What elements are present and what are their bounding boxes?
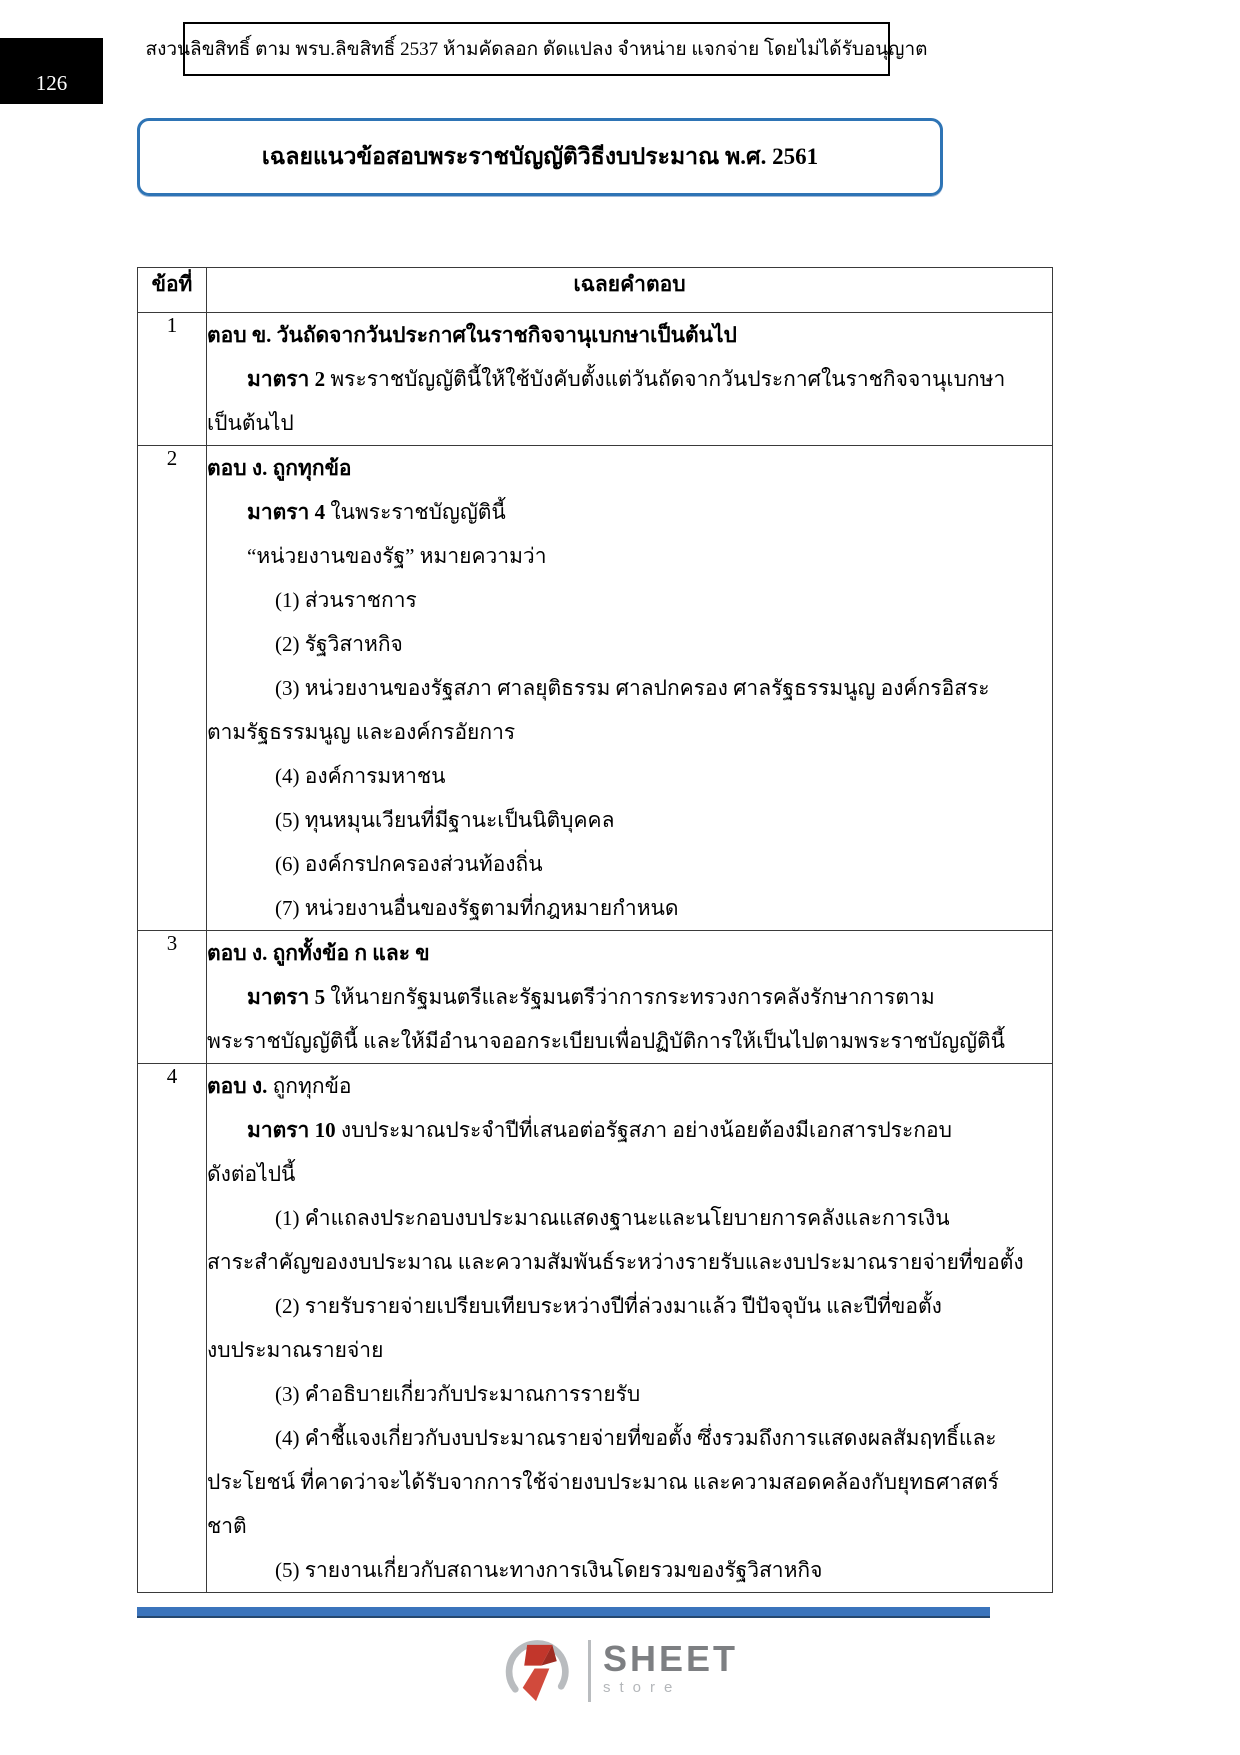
answer-line bbox=[207, 1416, 1052, 1460]
answer-line bbox=[207, 1240, 1052, 1284]
table-row bbox=[138, 313, 1053, 446]
question-number: 2 bbox=[138, 446, 207, 931]
line-text-segment: สาระสำคัญของงบประมาณ และความสัมพันธ์ระหว่างรายรับและงบประมาณรายจ่ายที่ขอตั้ง bbox=[207, 1250, 1024, 1274]
answer-line bbox=[207, 886, 1052, 930]
copyright-notice bbox=[145, 22, 928, 76]
answer-line bbox=[207, 313, 1052, 357]
sheet-store-logo-icon bbox=[502, 1636, 576, 1710]
line-text-segment: (5) ทุนหมุนเวียนที่มีฐานะเป็นนิติบุคคล bbox=[275, 808, 615, 832]
answer-cell bbox=[207, 1064, 1053, 1593]
line-bold-segment: มาตรา 10 bbox=[247, 1118, 336, 1142]
line-text-segment: ประโยชน์ ที่คาดว่าจะได้รับจากการใช้จ่ายงบประมาณ และความสอดคล้องกับยุทธศาสตร์ bbox=[207, 1470, 999, 1494]
answer-line bbox=[207, 1064, 1052, 1108]
answer-line bbox=[207, 1460, 1052, 1504]
line-text-segment: (5) รายงานเกี่ยวกับสถานะทางการเงินโดยรวมของรัฐวิสาหกิจ bbox=[275, 1558, 823, 1582]
answer-line bbox=[207, 1284, 1052, 1328]
answer-line bbox=[207, 1372, 1052, 1416]
line-text-segment: พระราชบัญญัตินี้ให้ใช้บังคับตั้งแต่วันถัดจากวันประกาศในราชกิจจานุเบกษา bbox=[325, 367, 1006, 391]
answer-line bbox=[207, 622, 1052, 666]
answer-line bbox=[207, 446, 1052, 490]
line-text-segment: (2) รายรับรายจ่ายเปรียบเทียบระหว่างปีที่ล่วงมาแล้ว ปีปัจจุบัน และปีที่ขอตั้ง bbox=[275, 1294, 942, 1318]
line-text-segment: พระราชบัญญัตินี้ และให้มีอำนาจออกระเบียบเพื่อปฏิบัติการให้เป็นไปตามพระราชบัญญัตินี้ bbox=[207, 1029, 1005, 1053]
answer-line bbox=[207, 401, 1052, 445]
answer-line bbox=[207, 842, 1052, 886]
answer-line bbox=[207, 357, 1052, 401]
line-text-segment: ถูกทุกข้อ bbox=[267, 1074, 352, 1098]
line-text-segment: (3) หน่วยงานของรัฐสภา ศาลยุติธรรม ศาลปกครอง ศาลรัฐธรรมนูญ องค์กรอิสระ bbox=[275, 676, 990, 700]
line-text-segment: ตามรัฐธรรมนูญ และองค์กรอัยการ bbox=[207, 720, 516, 744]
page-number: 126 bbox=[35, 71, 68, 95]
question-number: 3 bbox=[138, 931, 207, 1064]
answer-line bbox=[207, 1548, 1052, 1592]
answer-line bbox=[207, 1152, 1052, 1196]
page-number-badge bbox=[0, 38, 103, 104]
logo-text-block bbox=[603, 1640, 738, 1698]
answer-line bbox=[207, 534, 1052, 578]
answer-line bbox=[207, 798, 1052, 842]
line-bold-segment: ตอบ ง. bbox=[207, 1074, 268, 1098]
table-row bbox=[138, 1064, 1053, 1593]
page-title: เฉลยแนวข้อสอบพระราชบัญญัติวิธีงบประมาณ พ.ศ. 2561 bbox=[261, 144, 819, 169]
copyright-text: สงวนลิขสิทธิ์ ตาม พรบ.ลิขสิทธิ์ 2537 ห้ามคัดลอก ดัดแปลง จำหน่าย แจกจ่าย โดยไม่ได้รับอนุญาต bbox=[145, 39, 928, 60]
answer-cell bbox=[207, 446, 1053, 931]
answer-line bbox=[207, 1108, 1052, 1152]
column-header-question-no: ข้อที่ bbox=[138, 268, 207, 313]
line-text-segment: งบประมาณประจำปีที่เสนอต่อรัฐสภา อย่างน้อยต้องมีเอกสารประกอบ bbox=[335, 1118, 952, 1142]
line-bold-segment: มาตรา 5 bbox=[247, 985, 326, 1009]
line-text-segment: งบประมาณรายจ่าย bbox=[207, 1338, 384, 1362]
logo-divider bbox=[588, 1640, 591, 1702]
column-header-answer: เฉลยคำตอบ bbox=[207, 268, 1053, 313]
line-text-segment: (4) คำชี้แจงเกี่ยวกับงบประมาณรายจ่ายที่ขอตั้ง ซึ่งรวมถึงการแสดงผลสัมฤทธิ์และ bbox=[275, 1426, 997, 1450]
answer-line bbox=[207, 1019, 1052, 1063]
answer-line bbox=[207, 490, 1052, 534]
answer-line bbox=[207, 578, 1052, 622]
answer-line bbox=[207, 931, 1052, 975]
question-number: 4 bbox=[138, 1064, 207, 1593]
line-text-segment: ในพระราชบัญญัตินี้ bbox=[325, 500, 506, 524]
sheet-store-logo bbox=[0, 1636, 1240, 1710]
logo-brand-text: SHEET bbox=[602, 1638, 739, 1679]
table-row bbox=[138, 446, 1053, 931]
line-bold-segment: มาตรา 2 bbox=[247, 367, 326, 391]
answer-line bbox=[207, 1504, 1052, 1548]
question-number: 1 bbox=[138, 313, 207, 446]
line-text-segment: เป็นต้นไป bbox=[207, 411, 294, 435]
answer-line bbox=[207, 1196, 1052, 1240]
answer-cell bbox=[207, 931, 1053, 1064]
line-text-segment: ชาติ bbox=[207, 1514, 247, 1538]
line-text-segment: ให้นายกรัฐมนตรีและรัฐมนตรีว่าการกระทรวงการคลังรักษาการตาม bbox=[325, 985, 935, 1009]
line-text-segment: (2) รัฐวิสาหกิจ bbox=[275, 632, 403, 656]
line-text-segment: (1) คำแถลงประกอบงบประมาณแสดงฐานะและนโยบายการคลังและการเงิน bbox=[275, 1206, 950, 1230]
line-text-segment: “หน่วยงานของรัฐ” หมายความว่า bbox=[247, 544, 547, 568]
answer-table bbox=[137, 267, 1053, 1593]
line-bold-segment: ตอบ ง. ถูกทุกข้อ bbox=[207, 456, 352, 480]
footer-divider-bar bbox=[137, 1607, 990, 1618]
answer-cell bbox=[207, 313, 1053, 446]
line-text-segment: (3) คำอธิบายเกี่ยวกับประมาณการรายรับ bbox=[275, 1382, 641, 1406]
table-header-row bbox=[138, 268, 1053, 313]
answer-line bbox=[207, 710, 1052, 754]
page-title-box bbox=[137, 118, 943, 196]
line-text-segment: (1) ส่วนราชการ bbox=[275, 588, 417, 612]
logo-sub-text: store bbox=[602, 1679, 682, 1696]
line-text-segment: (6) องค์กรปกครองส่วนท้องถิ่น bbox=[275, 852, 543, 876]
answer-line bbox=[207, 666, 1052, 710]
table-row bbox=[138, 931, 1053, 1064]
answer-line bbox=[207, 1328, 1052, 1372]
line-text-segment: (4) องค์การมหาชน bbox=[275, 764, 446, 788]
line-text-segment: ดังต่อไปนี้ bbox=[207, 1162, 296, 1186]
line-text-segment: (7) หน่วยงานอื่นของรัฐตามที่กฎหมายกำหนด bbox=[275, 896, 679, 920]
answer-line bbox=[207, 975, 1052, 1019]
answer-line bbox=[207, 754, 1052, 798]
line-bold-segment: ตอบ ข. วันถัดจากวันประกาศในราชกิจจานุเบกษาเป็นต้นไป bbox=[207, 323, 737, 347]
line-bold-segment: มาตรา 4 bbox=[247, 500, 326, 524]
line-bold-segment: ตอบ ง. ถูกทั้งข้อ ก และ ข bbox=[207, 941, 430, 965]
